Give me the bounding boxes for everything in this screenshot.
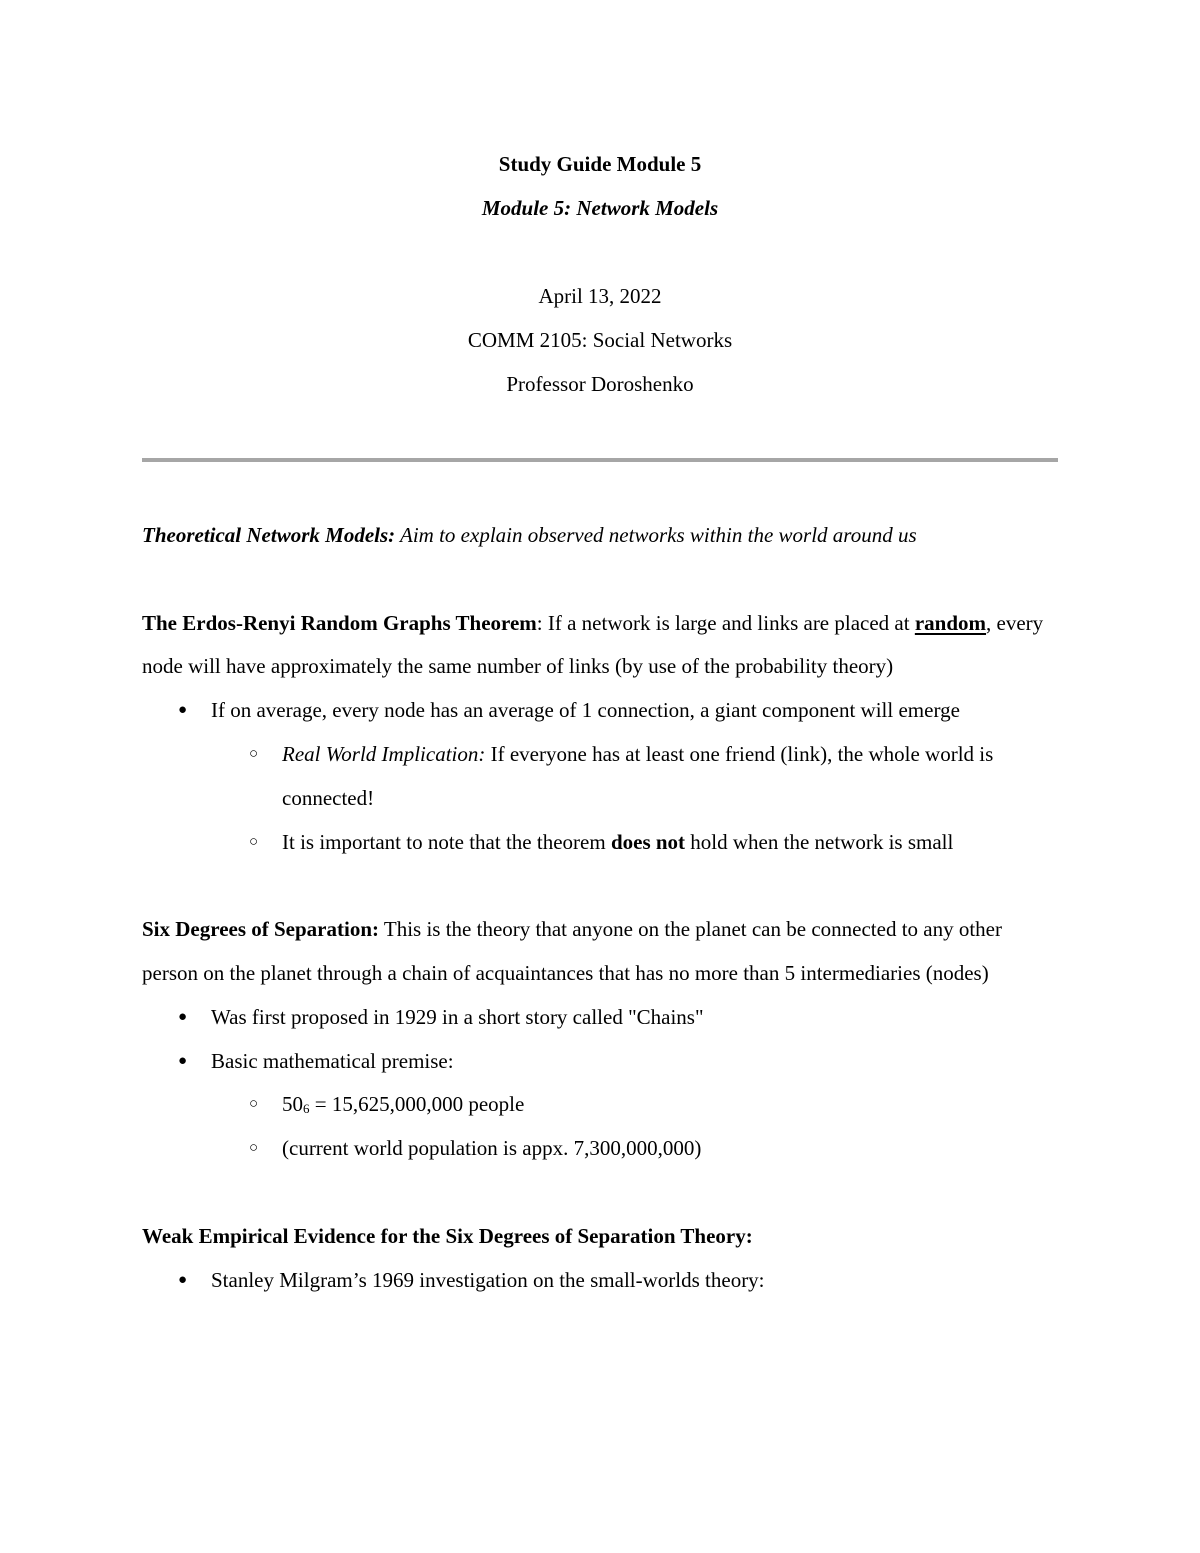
list-item	[142, 1127, 1058, 1171]
math-base: 50	[282, 1092, 303, 1117]
weak-evidence-heading-text: Weak Empirical Evidence for the Six Degrees of Separation Theory:	[142, 1223, 753, 1248]
list-item	[142, 733, 1058, 821]
theoretical-models-paragraph	[142, 514, 1058, 558]
blank-line	[142, 558, 1058, 602]
document-subtitle: Module 5: Network Models	[481, 196, 719, 220]
milgram-bullet: Stanley Milgram’s 1969 investigation on the small-worlds theory:	[211, 1267, 765, 1292]
list-item	[142, 996, 1058, 1040]
blank-line	[142, 1171, 1058, 1215]
sub-bullet-marker: ○	[249, 1096, 259, 1113]
six-degrees-bullet-2: Basic mathematical premise:	[211, 1048, 454, 1073]
six-degrees-term: Six Degrees of Separation:	[142, 917, 379, 942]
list-item	[142, 1083, 1058, 1127]
blank-line	[142, 864, 1058, 908]
erdos-sub-2-before: It is important to note that the theorem	[282, 829, 611, 854]
math-subscript: 6	[303, 1101, 310, 1117]
real-world-implication-text: If everyone has at least one friend (link), the whole world is connected!	[282, 741, 994, 810]
sub-bullet-marker: ○	[249, 833, 259, 850]
document-body	[142, 514, 1058, 1302]
sub-bullet-marker: ○	[249, 745, 259, 762]
list-item	[142, 821, 1058, 865]
real-world-implication-label: Real World Implication:	[282, 741, 486, 766]
list-item	[142, 689, 1058, 733]
six-degrees-definition: This is the theory that anyone on the planet can be connected to any other person on the planet through a chain of acquaintances that has no more than 5 intermediaries (nodes)	[142, 917, 1002, 985]
theoretical-models-term: Theoretical Network Models:	[142, 523, 396, 547]
list-item	[142, 1040, 1058, 1084]
erdos-renyi-term-prefix: The	[142, 610, 183, 635]
horizontal-rule	[142, 458, 1058, 462]
random-emphasis: random	[914, 610, 987, 635]
erdos-renyi-definition-1: : If a network is large and links are placed at	[536, 610, 915, 635]
document-header	[142, 0, 1058, 406]
erdos-renyi-definition-2: , every node will have approximately the same number of links (by use of the probability theory)	[142, 610, 1044, 679]
theoretical-models-definition: Aim to explain observed networks within the world around us	[395, 523, 917, 547]
does-not-emphasis: does not	[610, 829, 686, 854]
professor-name: Professor Doroshenko	[506, 372, 694, 396]
weak-evidence-heading	[142, 1215, 1058, 1259]
bullet-marker: ●	[178, 1052, 188, 1069]
erdos-bullet-1: If on average, every node has an average of 1 connection, a giant component will emerge	[211, 698, 960, 723]
sub-bullet-marker: ○	[249, 1140, 259, 1157]
list-item	[142, 1259, 1058, 1303]
document-date: April 13, 2022	[538, 284, 662, 308]
six-degrees-paragraph	[142, 908, 1058, 996]
course-name: COMM 2105: Social Networks	[467, 328, 733, 352]
document-title: Study Guide Module 5	[498, 152, 702, 176]
bullet-marker: ●	[178, 1271, 188, 1288]
erdos-sub-2-after: hold when the network is small	[685, 829, 954, 854]
bullet-marker: ●	[178, 702, 188, 719]
world-population-note: (current world population is appx. 7,300,000,000)	[282, 1136, 702, 1161]
bullet-marker: ●	[178, 1008, 188, 1025]
math-result: = 15,625,000,000 people	[309, 1092, 525, 1117]
header-spacer	[142, 230, 1058, 274]
six-degrees-bullet-1: Was first proposed in 1929 in a short story called "Chains"	[211, 1004, 704, 1029]
erdos-renyi-term: Erdos-Renyi Random Graphs Theorem	[182, 610, 537, 635]
erdos-renyi-paragraph	[142, 602, 1058, 690]
